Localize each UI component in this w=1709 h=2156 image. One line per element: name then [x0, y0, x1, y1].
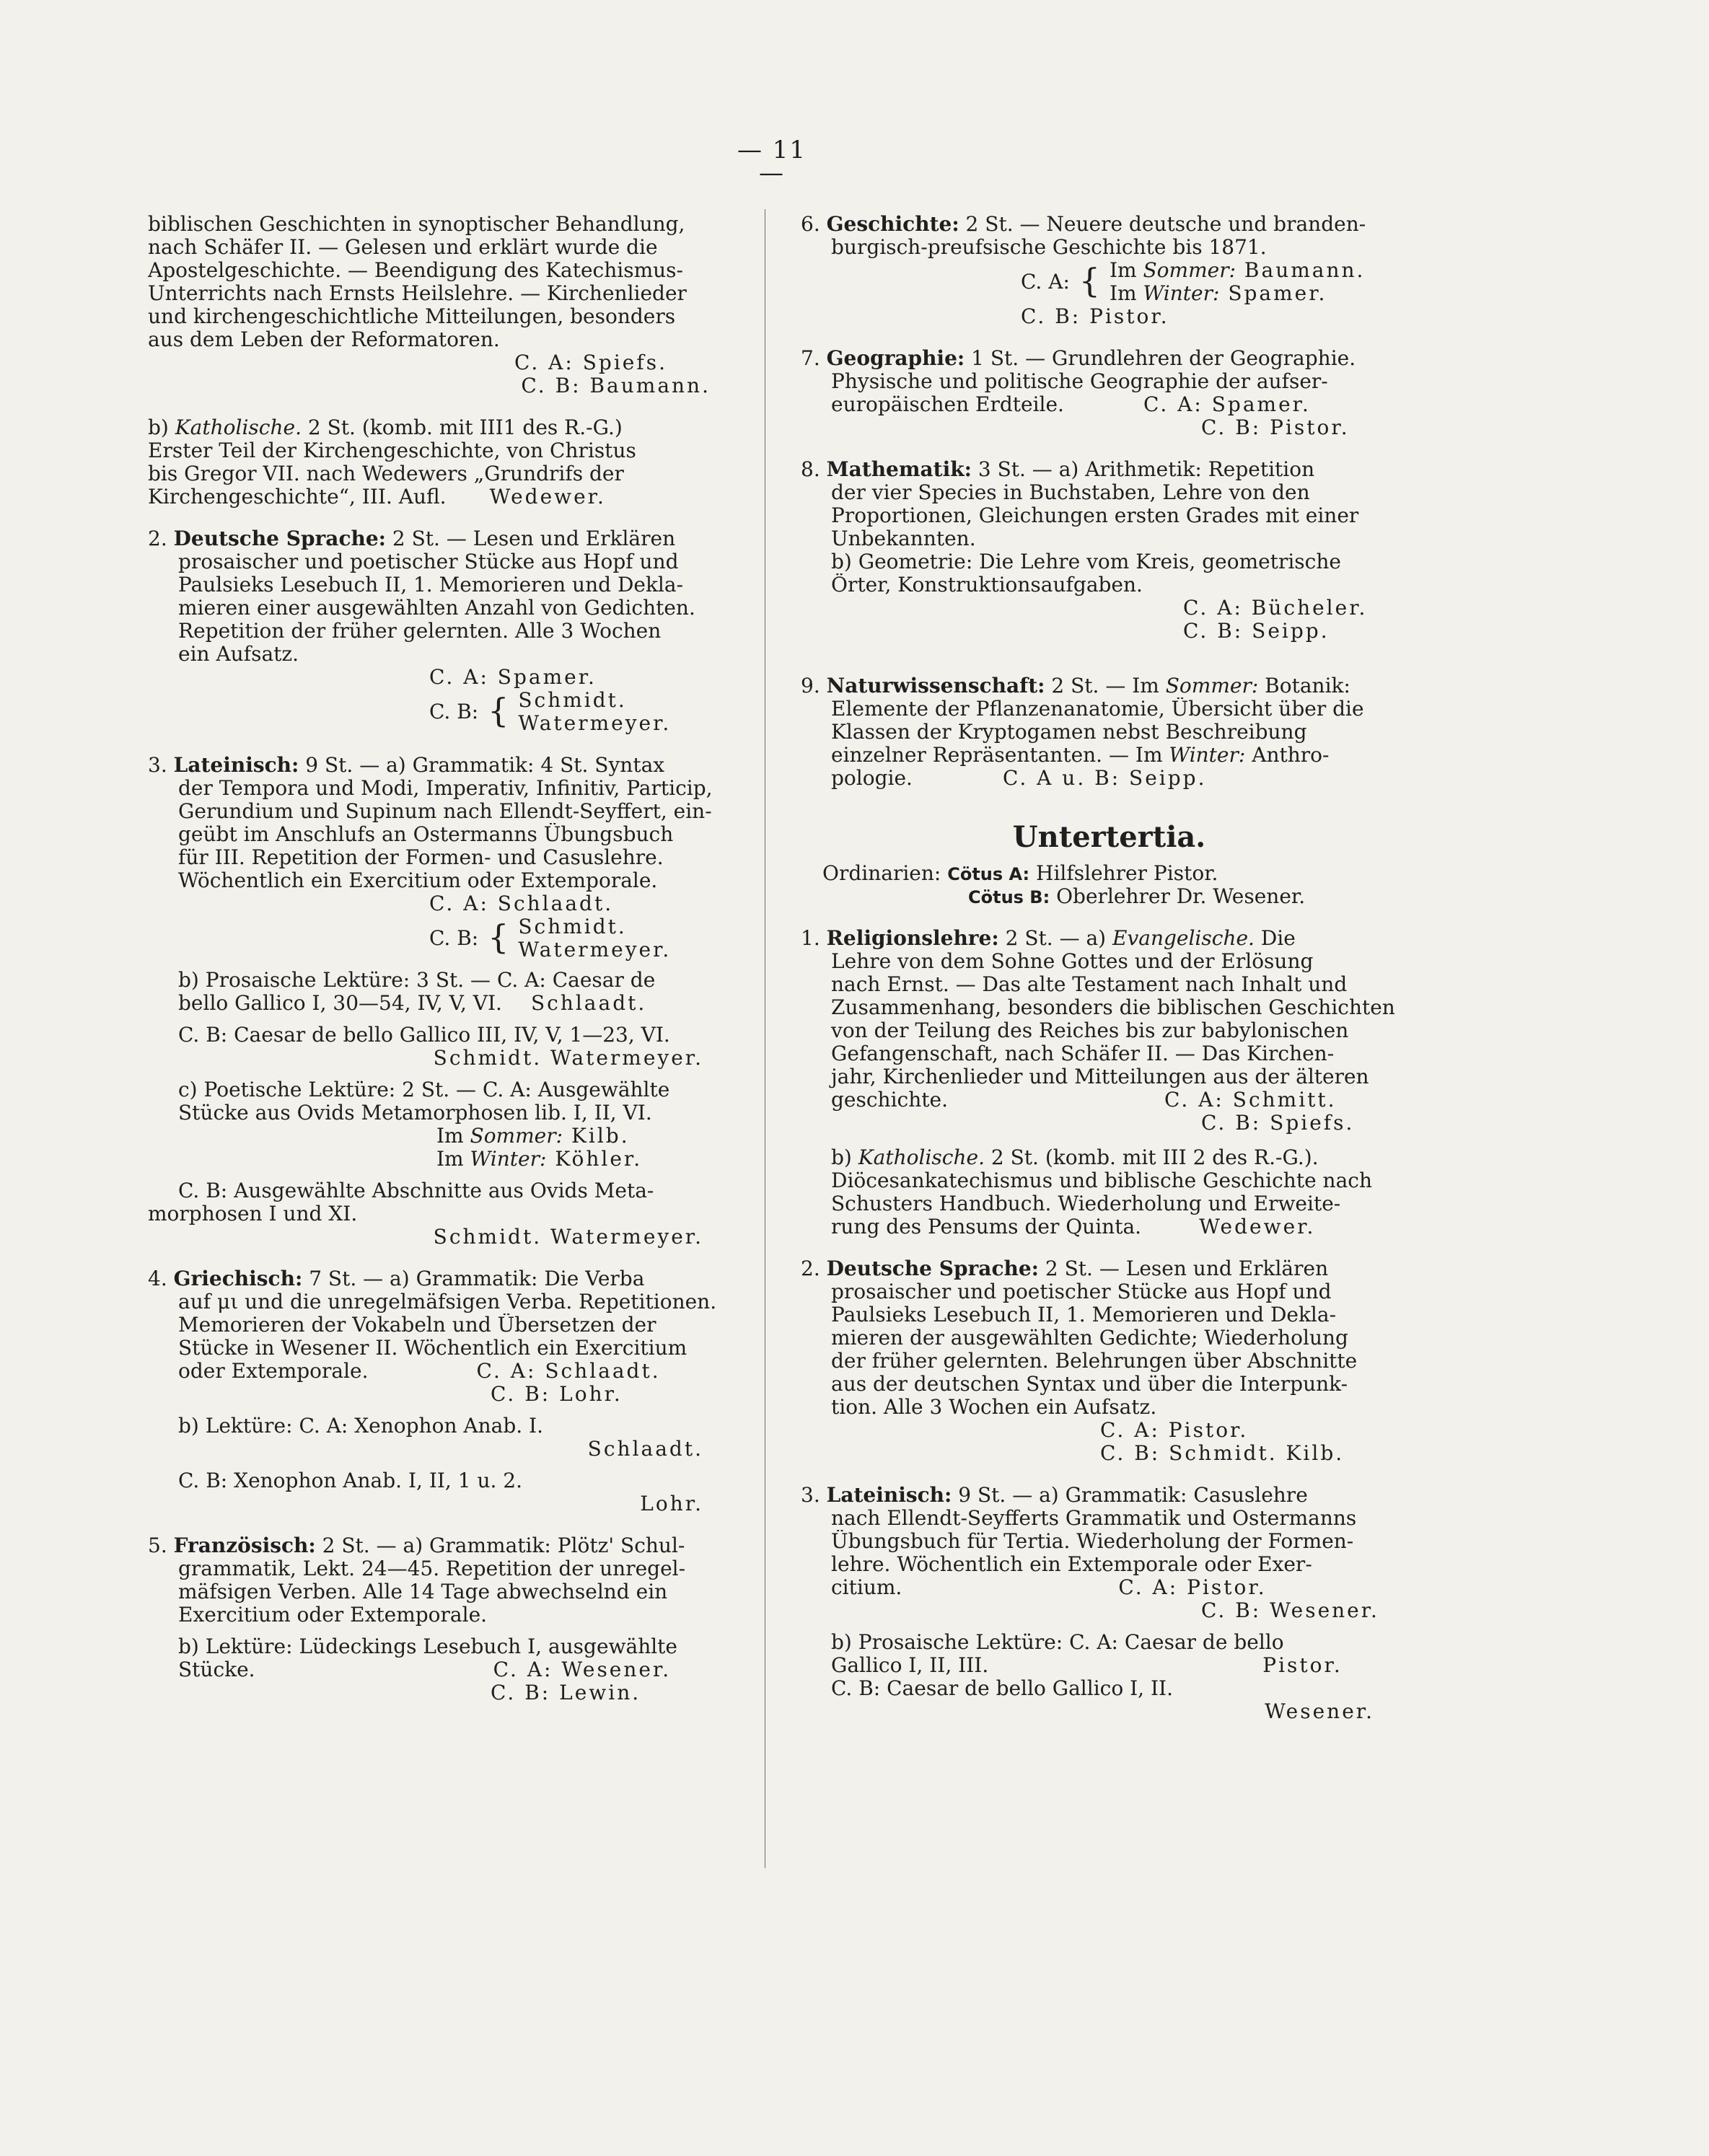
teacher-line: C. B: Lohr. — [491, 1383, 623, 1406]
section-header — [801, 347, 1418, 370]
text-line — [148, 992, 732, 1015]
text-line: ein Aufsatz. — [178, 643, 299, 666]
section-header — [148, 1534, 732, 1557]
text-line: Lehre von dem Sohne Gottes und der Erlösung — [831, 950, 1314, 973]
text-span: europäischen Erdteile. — [831, 393, 1064, 416]
subject-title: Mathematik: — [826, 458, 972, 481]
text-line: Klassen der Kryptogamen nebst Beschreibung — [831, 721, 1307, 744]
text-line: b) Lektüre: C. A: Xenophon Anab. I. — [178, 1414, 544, 1438]
teacher-name: Watermeyer. — [518, 938, 672, 962]
text-line: lehre. Wöchentlich ein Extemporale oder Exer- — [831, 1553, 1312, 1576]
teacher-name: Kilb. — [563, 1125, 630, 1148]
text-line: prosaischer und poetischer Stücke aus Hopf und — [831, 1280, 1332, 1303]
term-label: Winter: — [1143, 281, 1220, 305]
subject-title: Katholische. — [858, 1146, 985, 1169]
teacher-name: Schmidt. — [518, 689, 627, 712]
text-span: Anthro- — [1245, 744, 1330, 767]
section-number: 6. — [801, 213, 827, 236]
text-line: der früher gelernten. Belehrungen über Abschnitte — [831, 1350, 1358, 1373]
term-label: Sommer: — [470, 1125, 563, 1148]
text-line — [801, 1088, 1418, 1112]
text-line: c) Poetische Lektüre: 2 St. — C. A: Ausgewählte — [178, 1078, 670, 1101]
teacher-name: C. A: Schmitt. — [1164, 1088, 1337, 1112]
teacher-line: C. B: Pistor. — [1021, 305, 1169, 328]
text-line: C. B: Ausgewählte Abschnitte aus Ovids Meta- — [178, 1179, 654, 1202]
section-number: 7. — [801, 347, 827, 370]
brace-icon: { — [1078, 261, 1101, 300]
teacher-line: C. A: Bücheler. — [1183, 597, 1368, 620]
teacher-label: C. B: — [429, 700, 479, 723]
section-number: 2. — [148, 527, 174, 550]
subject-title: Französisch: — [173, 1534, 316, 1557]
item-label: b) — [148, 416, 175, 439]
section-number: 5. — [148, 1534, 174, 1557]
teacher-name: C. A: Pistor. — [1118, 1576, 1267, 1599]
teacher-name: Wedewer. — [1199, 1215, 1316, 1238]
text-line: Paulsieks Lesebuch II, 1. Memorieren und Dekla- — [178, 573, 684, 597]
teacher-line — [148, 1125, 732, 1148]
text-line: für III. Repetition der Formen- und Casuslehre. — [178, 846, 664, 869]
ordinarien-line — [801, 885, 1418, 908]
teacher-name: Spamer. — [1219, 281, 1327, 305]
teacher-group — [801, 259, 1418, 305]
teacher-group — [148, 689, 732, 735]
text-line: grammatik, Lekt. 24—45. Repetition der unregel- — [178, 1557, 686, 1580]
text-span: Gallico I, II, III. — [831, 1654, 989, 1677]
text-line — [801, 767, 1418, 790]
text-line: mieren einer ausgewählten Anzahl von Gedichten. — [178, 597, 695, 620]
text-line — [148, 1360, 732, 1383]
section-line — [148, 416, 732, 439]
text-span: Im — [1109, 259, 1143, 282]
teacher-name: Wedewer. — [489, 485, 606, 509]
text-span: Stücke. — [178, 1658, 255, 1681]
teacher-name: Schmidt. — [518, 915, 627, 938]
teacher-line: C. B: Seipp. — [1183, 620, 1330, 643]
text-span: Hilfslehrer Pistor. — [1029, 862, 1218, 885]
text-span: bello Gallico I, 30—54, IV, V, VI. — [178, 992, 502, 1015]
text-line: Unbekannten. — [831, 527, 976, 550]
text-span: Botanik: — [1258, 674, 1350, 698]
teacher-line: C. A: Spamer. — [429, 666, 597, 689]
text-line — [801, 1215, 1418, 1238]
text-line: Schusters Handbuch. Wiederholung und Erweite- — [831, 1192, 1341, 1215]
text-span: Im — [436, 1148, 470, 1171]
teacher-line: C. A: Schlaadt. — [429, 892, 614, 915]
text-line — [801, 393, 1418, 416]
text-line: nach Ernst. — Das alte Testament nach Inhalt und — [831, 973, 1348, 996]
term-label: Sommer: — [1143, 259, 1236, 282]
text-span: rung des Pensums der Quinta. — [831, 1215, 1142, 1238]
text-span: 2 St. — Lesen und Erklären — [386, 527, 676, 550]
text-line: auf μι und die unregelmäfsigen Verba. Repetitionen. — [178, 1290, 717, 1314]
text-span: oder Extemporale. — [178, 1360, 369, 1383]
text-span: Die — [1254, 927, 1296, 950]
text-line: bis Gregor VII. nach Wedewers „Grundrifs der — [148, 462, 624, 485]
text-line: aus der deutschen Syntax und über die Interpunk- — [831, 1373, 1348, 1396]
text-line: b) Prosaische Lektüre: 3 St. — C. A: Caesar de — [178, 969, 656, 992]
coetus-label: Cötus B: — [968, 887, 1050, 907]
section-line — [801, 1146, 1418, 1169]
section-header — [801, 1257, 1418, 1280]
text-line: Memorieren der Vokabeln und Übersetzen der — [178, 1314, 656, 1337]
text-span: citium. — [831, 1576, 902, 1599]
teacher-line: C. B: Baumann. — [521, 374, 711, 397]
text-line: und kirchengeschichtliche Mitteilungen, besonders — [148, 305, 676, 328]
section-header — [148, 1267, 732, 1290]
teacher-name: C. A: Wesener. — [493, 1658, 672, 1681]
brace-icon: { — [488, 918, 509, 956]
text-span: geschichte. — [831, 1088, 948, 1112]
brace-icon: { — [488, 691, 509, 730]
subject-title: Lateinisch: — [826, 1484, 952, 1507]
subject-title: Deutsche Sprache: — [826, 1257, 1039, 1280]
section-number: 9. — [801, 674, 827, 698]
right-column — [801, 213, 1418, 1723]
text-span: 2 St. — a) Grammatik: Plötz' Schul- — [315, 1534, 685, 1557]
teacher-name: Schlaadt. — [530, 992, 647, 1015]
teacher-line: C. A: Spiefs. — [514, 351, 667, 374]
text-line: der Tempora und Modi, Imperativ, Infinitiv, Particip, — [178, 777, 713, 800]
text-line: aus dem Leben der Reformatoren. — [148, 328, 500, 351]
teacher-group — [148, 915, 732, 962]
subject-title: Deutsche Sprache: — [173, 527, 386, 550]
item-label: b) — [831, 1146, 858, 1169]
text-line: Elemente der Pflanzenanatomie, Übersicht über die — [831, 698, 1364, 721]
text-span: pologie. — [831, 767, 913, 790]
subject-title: Geschichte: — [826, 213, 959, 236]
subject-title: Naturwissenschaft: — [826, 674, 1045, 698]
text-line: Diöcesankatechismus und biblische Geschichte nach — [831, 1169, 1372, 1192]
coetus-label: Cötus A: — [947, 864, 1030, 884]
text-line: jahr, Kirchenlieder und Mitteilungen aus der älteren — [831, 1065, 1369, 1088]
teacher-line: C. B: Pistor. — [1201, 416, 1350, 439]
text-span: Ordinarien: — [822, 862, 941, 885]
teacher-line: C. B: Schmidt. Kilb. — [1100, 1442, 1345, 1465]
teacher-line: C. B: Lewin. — [491, 1681, 641, 1704]
text-line: Gefangenschaft, nach Schäfer II. — Das Kirchen- — [831, 1042, 1335, 1065]
subject-title: Religionslehre: — [826, 927, 999, 950]
teacher-name: Baumann. — [1236, 259, 1366, 282]
teacher-line: C. A: Pistor. — [1100, 1419, 1249, 1442]
text-line: biblischen Geschichten in synoptischer Behandlung, — [148, 213, 685, 236]
text-span: 3 St. — a) Arithmetik: Repetition — [971, 458, 1315, 481]
text-line: Gerundium und Supinum nach Ellendt-Seyffert, ein- — [178, 800, 712, 823]
text-line: tion. Alle 3 Wochen ein Aufsatz. — [831, 1396, 1157, 1419]
text-line: Stücke in Wesener II. Wöchentlich ein Exercitium — [178, 1337, 687, 1360]
text-line: Wöchentlich ein Exercitium oder Extemporale. — [178, 869, 658, 892]
text-line: prosaischer und poetischer Stücke aus Hopf und — [178, 550, 679, 573]
text-line — [801, 1576, 1418, 1599]
text-span: 7 St. — a) Grammatik: Die Verba — [302, 1267, 645, 1290]
text-line: morphosen I und XI. — [148, 1202, 358, 1226]
text-line: b) Prosaische Lektüre: C. A: Caesar de bello — [831, 1631, 1284, 1654]
teacher-label: C. A: — [1021, 270, 1070, 294]
subject-subtitle: Evangelische. — [1112, 927, 1255, 950]
subject-title: Katholische. — [175, 416, 302, 439]
text-span: Oberlehrer Dr. Wesener. — [1050, 885, 1306, 908]
text-line: nach Ellendt-Seyfferts Grammatik und Ostermanns — [831, 1507, 1357, 1530]
text-span: Im — [1109, 281, 1143, 305]
term-label: Winter: — [1169, 744, 1246, 767]
text-span: 9 St. — a) Grammatik: Casuslehre — [952, 1484, 1308, 1507]
text-line — [801, 744, 1418, 767]
teacher-name: C. A u. B: Seipp. — [1002, 767, 1207, 790]
text-line: Apostelgeschichte. — Beendigung des Katechismus- — [148, 259, 684, 282]
section-number: 4. — [148, 1267, 174, 1290]
text-line: Proportionen, Gleichungen ersten Grades mit einer — [831, 504, 1359, 527]
section-heading: Untertertia. — [1012, 820, 1206, 854]
term-label: Sommer: — [1165, 674, 1259, 698]
text-span: 9 St. — a) Grammatik: 4 St. Syntax — [299, 754, 665, 777]
text-line: der vier Species in Buchstaben, Lehre von den — [831, 481, 1310, 504]
ordinarien-line — [801, 862, 1418, 885]
left-column — [148, 213, 732, 1704]
text-span: 2 St. — a) — [998, 927, 1112, 950]
text-line: Übungsbuch für Tertia. Wiederholung der Formen- — [831, 1530, 1354, 1553]
section-header — [801, 213, 1418, 236]
teacher-name: C. A: Schlaadt. — [476, 1360, 661, 1383]
text-line: b) Lektüre: Lüdeckings Lesebuch I, ausgewählte — [178, 1635, 678, 1658]
text-line: Repetition der früher gelernten. Alle 3 Wochen — [178, 620, 662, 643]
teacher-name: Pistor. — [1262, 1654, 1343, 1677]
section-header — [801, 458, 1418, 481]
teacher-line — [148, 1148, 732, 1171]
text-line: Erster Teil der Kirchengeschichte, von Christus — [148, 439, 636, 462]
section-number: 1. — [801, 927, 827, 950]
text-line: mäfsigen Verben. Alle 14 Tage abwechselnd ein — [178, 1580, 668, 1603]
teacher-line: Schmidt. Watermeyer. — [433, 1226, 703, 1249]
text-line: Exercitium oder Extemporale. — [178, 1603, 488, 1627]
text-span: Kirchengeschichte“, III. Aufl. — [148, 485, 447, 509]
text-line: Paulsieks Lesebuch II, 1. Memorieren und Dekla- — [831, 1303, 1337, 1326]
teacher-name: C. A: Spamer. — [1143, 393, 1311, 416]
text-line: geübt im Anschlufs an Ostermanns Übungsbuch — [178, 823, 674, 846]
text-span: 2 St. — Lesen und Erklären — [1039, 1257, 1329, 1280]
text-span: 2 St. (komb. mit III1 des R.-G.) — [301, 416, 623, 439]
text-line — [801, 1654, 1418, 1677]
teacher-line: Wesener. — [1265, 1700, 1374, 1723]
teacher-line: Schlaadt. — [587, 1438, 703, 1461]
text-line: Physische und politische Geographie der aufser- — [831, 370, 1328, 393]
subject-title: Lateinisch: — [173, 754, 299, 777]
text-line: von der Teilung des Reiches bis zur babylonischen — [831, 1019, 1349, 1042]
text-line: Zusammenhang, besonders die biblischen Geschichten — [831, 996, 1395, 1019]
text-line: C. B: Caesar de bello Gallico I, II. — [831, 1677, 1173, 1700]
teacher-line: C. B: Spiefs. — [1201, 1112, 1355, 1135]
text-span: einzelner Repräsentanten. — Im — [831, 744, 1169, 767]
subject-title: Griechisch: — [173, 1267, 303, 1290]
section-number: 2. — [801, 1257, 827, 1280]
section-number: 3. — [801, 1484, 827, 1507]
subject-title: Geographie: — [826, 347, 965, 370]
teacher-label: C. B: — [429, 926, 479, 950]
teacher-line: Lohr. — [640, 1492, 703, 1515]
text-span: 2 St. (komb. mit III 2 des R.-G.). — [984, 1146, 1319, 1169]
section-header — [801, 1484, 1418, 1507]
section-header — [801, 674, 1418, 698]
term-label: Winter: — [470, 1148, 547, 1171]
text-line: b) Geometrie: Die Lehre vom Kreis, geometrische — [831, 550, 1341, 573]
text-span: 2 St. — Im — [1045, 674, 1166, 698]
text-line — [148, 485, 732, 509]
text-span: 2 St. — Neuere deutsche und branden- — [959, 213, 1366, 236]
text-line: C. B: Xenophon Anab. I, II, 1 u. 2. — [178, 1469, 522, 1492]
teacher-name: Köhler. — [546, 1148, 643, 1171]
text-line: Örter, Konstruktionsaufgaben. — [831, 573, 1143, 597]
section-number: 3. — [148, 754, 174, 777]
text-span: 1 St. — Grundlehren der Geographie. — [965, 347, 1356, 370]
text-line: Stücke aus Ovids Metamorphosen lib. I, II, VI. — [178, 1101, 652, 1125]
teacher-line: Schmidt. Watermeyer. — [433, 1047, 703, 1070]
teacher-name: Watermeyer. — [518, 711, 672, 735]
text-line — [148, 1658, 732, 1681]
section-header — [148, 527, 732, 550]
text-line: Unterrichts nach Ernsts Heilslehre. — Kirchenlieder — [148, 282, 687, 305]
text-line: mieren der ausgewählten Gedichte; Wiederholung — [831, 1326, 1348, 1350]
page-number: — 11 — — [737, 136, 807, 188]
text-line: C. B: Caesar de bello Gallico III, IV, V, 1—23, VI. — [178, 1024, 670, 1047]
text-line: nach Schäfer II. — Gelesen und erklärt wurde die — [148, 236, 658, 259]
text-line: burgisch-preufsische Geschichte bis 1871. — [831, 236, 1267, 259]
section-header — [801, 927, 1418, 950]
section-number: 8. — [801, 458, 827, 481]
teacher-line: C. B: Wesener. — [1201, 1599, 1379, 1622]
text-span: Im — [436, 1125, 470, 1148]
section-header — [148, 754, 732, 777]
